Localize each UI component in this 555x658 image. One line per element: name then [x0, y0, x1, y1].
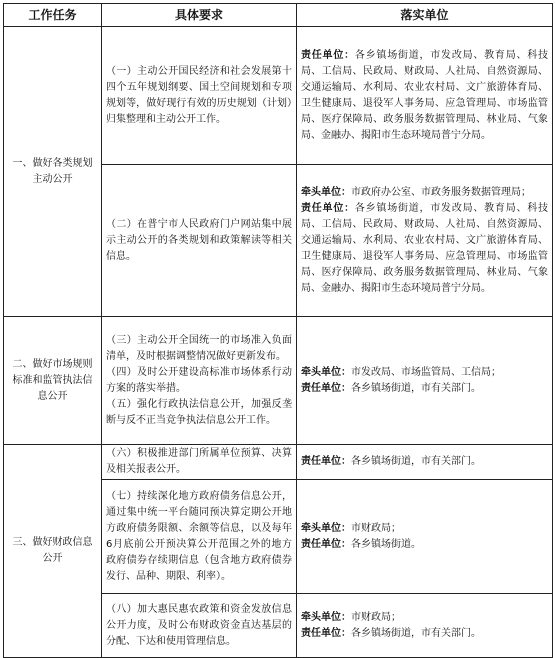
header-unit: 落实单位: [297, 4, 553, 27]
requirement-text: （三）主动公开全国统一的市场准入负面清单，及时根据调整情况做好更新发布。: [106, 334, 292, 362]
task-cell: 一、做好各类规划主动公开: [4, 27, 102, 317]
responsible-label: 责任单位：: [301, 538, 351, 550]
requirement-text: （六）积极推进部门所属单位预算、决算及相关报表公开。: [106, 448, 292, 475]
responsible-label: 责任单位：: [301, 382, 351, 394]
lead-text: 市发改局、市场监管局、工信局；: [351, 366, 501, 378]
requirement-cell: [102, 445, 297, 480]
lead-label: 牵头单位：: [301, 186, 351, 198]
responsible-label: 责任单位：: [301, 456, 351, 467]
responsible-unit: [301, 48, 548, 144]
requirement-cell: [102, 27, 297, 165]
lead-label: 牵头单位：: [301, 522, 351, 534]
work-task-table: [3, 3, 553, 658]
responsible-text: 各乡镇场街道，市发改局、教育局、科技局、工信局、民政局、财政局、人社局、自然资源局、交通运输局、水利局、农业农村局、文广旅游体育局、卫生健康局、退役军人事务局、应急管理局、市场监管局、医疗保障局、政务服务数据管理局、林业局、气象局、金融办、揭阳市生态环境局普宁分局。: [301, 49, 549, 141]
table-row: [4, 445, 553, 480]
responsible-unit: [301, 626, 548, 642]
responsible-unit: [301, 201, 548, 297]
requirement-cell: [102, 480, 297, 594]
responsible-unit: [301, 381, 548, 397]
requirement-text: （二）在普宁市人民政府门户网站集中展示主动公开的各类规划和政策解读等相关信息。: [106, 218, 292, 262]
unit-cell: [297, 27, 553, 165]
responsible-text: 各乡镇场街道，市发改局、教育局、科技局、工信局、民政局、财政局、人社局、自然资源局、交通运输局、水利局、农业农村局、文广旅游体育局、卫生健康局、退役军人事务局、应急管理局、市场监管局、医疗保障局、政务服务数据管理局、林业局、气象局、金融办、揭阳市生态环境局普宁分局。: [301, 202, 549, 294]
requirement-text: （八）加大惠民惠农政策和资金发放信息公开力度，及时公布财政资金直达基层的分配、下达和使用管理信息。: [106, 603, 292, 647]
unit-cell: [297, 317, 553, 445]
task-cell: 三、做好财政信息公开: [4, 445, 102, 658]
responsible-text: 各乡镇场街道，市有关部门。: [351, 627, 481, 639]
table-row: [4, 317, 553, 445]
unit-cell: [297, 594, 553, 658]
lead-text: 市财政局；: [351, 611, 401, 623]
lead-text: 市财政局；: [351, 522, 401, 534]
unit-cell: [297, 445, 553, 480]
responsible-text: 各乡镇场街道。: [351, 538, 421, 550]
responsible-unit: [301, 454, 548, 470]
requirement-text: （五）强化行政执法信息公开，加强反垄断与反不正当竞争执法信息公开工作。: [106, 398, 292, 426]
responsible-label: 责任单位：: [301, 627, 351, 639]
requirement-cell: [102, 165, 297, 317]
header-row: [4, 4, 553, 27]
requirement-cell: [102, 317, 297, 445]
lead-unit: [301, 185, 548, 201]
unit-cell: [297, 165, 553, 317]
responsible-label: 责任单位：: [301, 202, 355, 214]
requirement-text: （一）主动公开国民经济和社会发展第十四个五年规划纲要、国土空间规划和专项规划等，做好现行有效的历史规划（计划）归集整理和主动公开工作。: [106, 65, 292, 125]
lead-unit: [301, 521, 548, 537]
lead-unit: [301, 610, 548, 626]
lead-label: 牵头单位：: [301, 611, 351, 623]
task-cell: 二、做好市场规则标准和监管执法信息公开: [4, 317, 102, 445]
responsible-unit: [301, 537, 548, 553]
responsible-text: 各乡镇场街道，市有关部门。: [351, 456, 481, 467]
lead-text: 市政府办公室、市政务服务数据管理局；: [351, 186, 531, 198]
responsible-label: 责任单位：: [301, 49, 355, 61]
requirement-text: （七）持续深化地方政府债务信息公开，通过集中统一平台随同预决算定期公开地方政府债务限额、余额等信息，以及每年6月底前公开预决算公开范围之外的地方政府债券存续期信息（包含地方政府债券发行、品种、期限、利率）。: [106, 490, 292, 582]
responsible-text: 各乡镇场街道，市有关部门。: [351, 382, 481, 394]
requirement-cell: [102, 594, 297, 658]
unit-cell: [297, 480, 553, 594]
header-task: 工作任务: [4, 4, 102, 27]
table-row: [4, 27, 553, 165]
header-requirement: 具体要求: [102, 4, 297, 27]
requirement-text: （四）及时公开建设高标准市场体系行动方案的落实举措。: [106, 366, 292, 394]
lead-unit: [301, 365, 548, 381]
lead-label: 牵头单位：: [301, 366, 351, 378]
